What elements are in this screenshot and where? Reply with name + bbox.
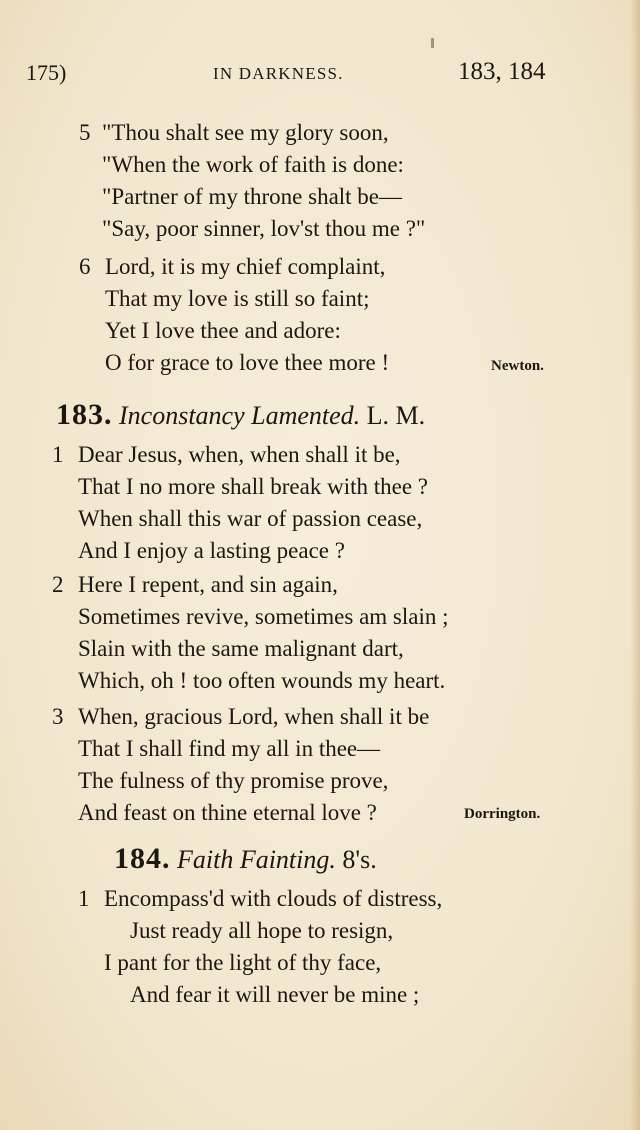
hymn-184-heading: [114, 842, 377, 877]
author-attribution: Newton.: [491, 358, 544, 374]
stanza-number: 1: [78, 886, 90, 911]
hymn-183-heading: [56, 398, 425, 433]
ink-mark: [431, 38, 434, 48]
verse-line: That I shall find my all in thee—: [78, 736, 381, 761]
verse-line: Encompass'd with clouds of distress,: [104, 886, 443, 911]
verse-line: I pant for the light of thy face,: [104, 950, 382, 975]
verse-line: Which, oh ! too often wounds my heart.: [78, 668, 446, 693]
hymn-number: 183.: [56, 398, 113, 431]
verse-line: And feast on thine eternal love ?: [78, 800, 377, 825]
hymn-title: Inconstancy Lamented.: [119, 401, 361, 430]
running-title: IN DARKNESS.: [213, 64, 344, 83]
verse-line: That I no more shall break with thee ?: [78, 474, 428, 499]
stanza-number: 1: [52, 442, 64, 467]
verse-line: Just ready all hope to resign,: [130, 918, 394, 943]
hymn-title: Faith Fainting.: [177, 845, 336, 874]
verse-line: Here I repent, and sin again,: [78, 572, 338, 597]
verse-line: That my love is still so faint;: [105, 286, 370, 311]
verse-line: And I enjoy a lasting peace ?: [78, 538, 345, 563]
author-attribution: Dorrington.: [464, 806, 541, 822]
verse-line: Sometimes revive, sometimes am slain ;: [78, 604, 449, 629]
hymn-number: 184.: [114, 842, 171, 875]
hymn-range: 183, 184: [458, 58, 546, 85]
verse-line: When, gracious Lord, when shall it be: [78, 704, 430, 729]
stanza-number: 5: [79, 120, 91, 145]
stanza-number: 2: [52, 572, 64, 597]
verse-line: When shall this war of passion cease,: [78, 506, 423, 531]
verse-line: Dear Jesus, when, when shall it be,: [78, 442, 401, 467]
running-head: [0, 58, 640, 94]
page-number: 175): [26, 60, 67, 85]
verse-line: O for grace to love thee more !: [105, 350, 390, 375]
verse-line: Yet I love thee and adore:: [105, 318, 341, 343]
verse-line: "Partner of my throne shalt be—: [102, 184, 403, 209]
verse-line: "Say, poor sinner, lov'st thou me ?": [102, 216, 426, 241]
stanza-number: 6: [79, 254, 91, 279]
verse-line: The fulness of thy promise prove,: [78, 768, 389, 793]
verse-line: And fear it will never be mine ;: [130, 982, 420, 1007]
hymn-meter: L. M.: [366, 401, 426, 430]
stanza-number: 3: [52, 704, 64, 729]
verse-line: Lord, it is my chief complaint,: [105, 254, 386, 279]
page-edge-shadow: [630, 0, 640, 1130]
verse-line: "Thou shalt see my glory soon,: [102, 120, 389, 145]
verse-line: "When the work of faith is done:: [102, 152, 404, 177]
verse-line: Slain with the same malignant dart,: [78, 636, 404, 661]
hymn-meter: 8's.: [342, 845, 377, 874]
